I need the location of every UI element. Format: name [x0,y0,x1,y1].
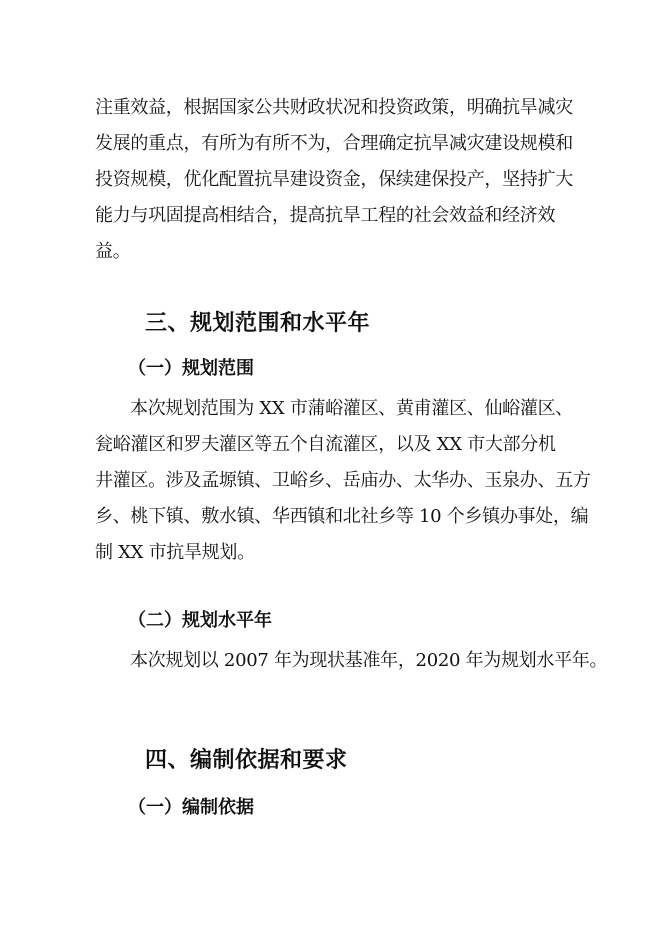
intro-line-4: 能力与巩固提高相结合，提高抗旱工程的社会效益和经济效 [95,205,556,226]
scope-line-3: 井灌区。涉及孟塬镇、卫峪乡、岳庙办、太华办、玉泉办、五方 [95,470,591,491]
section-3-1-heading: （一）规划范围 [128,358,254,379]
scope-line-2: 瓮峪灌区和罗夫灌区等五个自流灌区，以及 XX 市大部分机 [95,434,556,455]
intro-line-5: 益。 [95,241,131,262]
section-3-heading: 三、规划范围和水平年 [145,311,371,336]
section-4-heading: 四、编制依据和要求 [145,748,348,773]
intro-line-1: 注重效益，根据国家公共财政状况和投资政策，明确抗旱减灾 [95,97,573,118]
scope-line-1: 本次规划范围为 XX 市蒲峪灌区、黄甫灌区、仙峪灌区、 [130,398,573,419]
section-4-1-heading: （一）编制依据 [128,797,254,818]
scope-line-5: 制 XX 市抗旱规划。 [95,542,255,563]
horizon-line-1: 本次规划以 2007 年为现状基准年，2020 年为规划水平年。 [130,650,608,671]
intro-line-2: 发展的重点，有所为有所不为，合理确定抗旱减灾建设规模和 [95,133,573,154]
scope-line-4: 乡、桃下镇、敷水镇、华西镇和北社乡等 10 个乡镇办事处，编 [95,506,589,527]
intro-line-3: 投资规模，优化配置抗旱建设资金，保续建保投产，坚持扩大 [95,169,573,190]
section-3-2-heading: （二）规划水平年 [128,610,272,631]
